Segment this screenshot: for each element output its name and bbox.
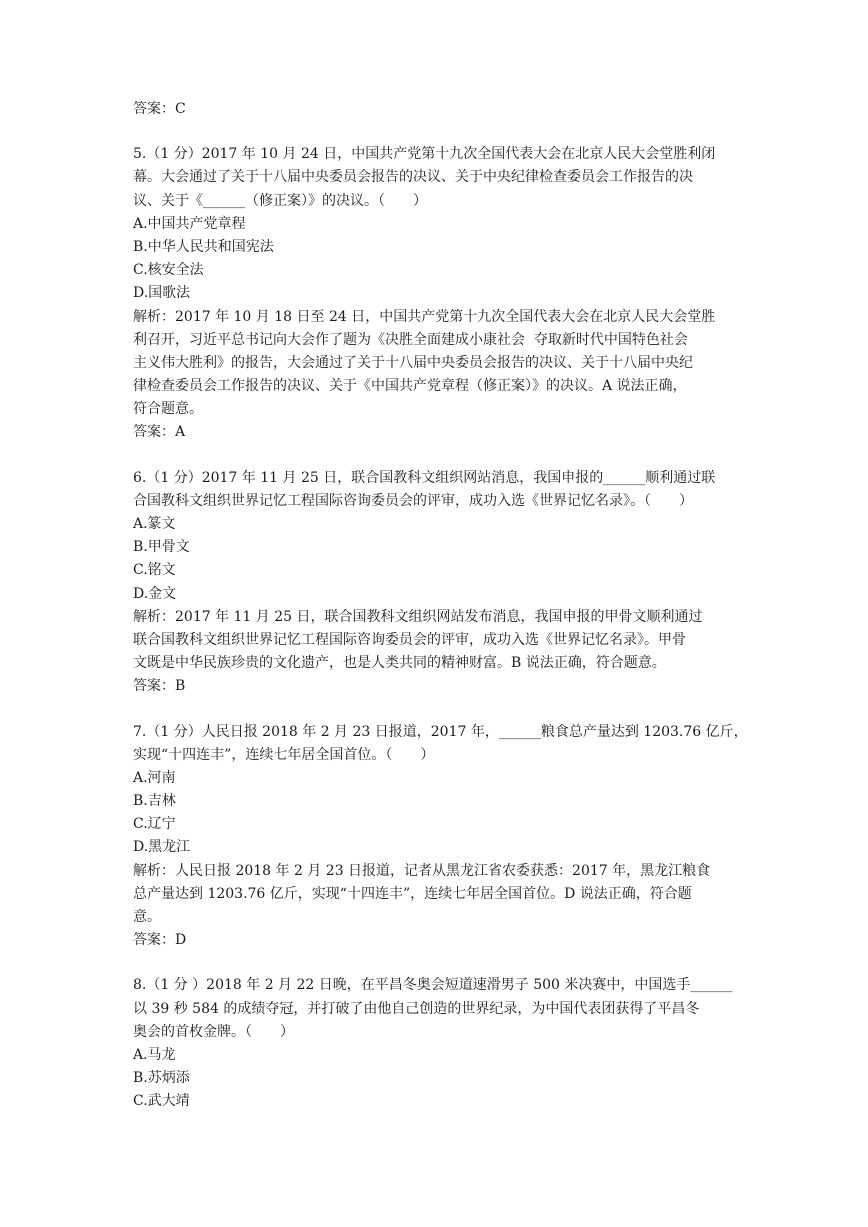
analysis-line: 主义伟大胜利》的报告，大会通过了关于十八届中央委员会报告的决议、关于十八届中央纪 [133,354,693,371]
document-page [133,98,833,1114]
option-a: A.篆文 [133,516,176,532]
question-stem-line: 7.（1 分）人民日报 2018 年 2 月 23 日报道，2017 年，______粮食总产量达到 1203.76 亿斤， [133,723,748,740]
question-8 [133,974,833,1113]
question-stem-line: 幕。大会通过了关于十八届中央委员会报告的决议、关于中央纪律检查委员会工作报告的决 [133,169,693,186]
analysis-line: 律检查委员会工作报告的决议、关于《中国共产党章程（修正案）》的决议。A 说法正确， [133,378,687,395]
question-5 [133,143,833,444]
question-stem-line: 8.（1 分 ）2018 年 2 月 22 日晚，在平昌冬奥会短道速滑男子 500 米决赛中，中国选手______ [133,977,733,994]
answer-line: 答案：B [133,678,186,695]
analysis-line: 解析：人民日报 2018 年 2 月 23 日报道，记者从黑龙江省农委获悉：2017 年，黑龙江粮食 [133,862,711,879]
question-stem-line: 合国教科文组织世界记忆工程国际咨询委员会的评审，成功入选《世界记忆名录》。（ ） [133,492,693,509]
analysis-line: 意。 [133,909,161,925]
analysis-line: 符合题意。 [133,401,203,418]
analysis-line: 解析：2017 年 11 月 25 日，联合国教科文组织网站发布消息，我国申报的甲骨文顺利通过 [133,608,703,625]
option-d: D.国歌法 [133,285,191,302]
analysis-line: 解析：2017 年 10 月 18 日至 24 日，中国共产党第十九次全国代表大会在北京人民大会堂胜 [133,308,716,325]
analysis-line: 利召开，习近平总书记向大会作了题为《决胜全面建成小康社会 夺取新时代中国特色社会 [133,331,688,348]
question-7 [133,721,833,953]
option-b: B.苏炳添 [133,1070,190,1087]
option-c: C.铭文 [133,562,176,579]
answer-line: 答案：C [133,101,186,117]
option-b: B.吉林 [133,793,176,810]
question-stem-line: 实现“十四连丰”，连续七年居全国首位。（ ） [133,746,435,763]
option-a: A.河南 [133,769,176,786]
option-a: A.马龙 [133,1046,176,1063]
option-d: D.黑龙江 [133,839,191,856]
option-c: C.武大靖 [133,1093,190,1110]
analysis-line: 联合国教科文组织世界记忆工程国际咨询委员会的评审，成功入选《世界记忆名录》。甲骨 [133,631,686,648]
option-c: C.核安全法 [133,262,204,279]
question-stem-line: 5.（1 分）2017 年 10 月 24 日，中国共产党第十九次全国代表大会在北京人民大会堂胜利闭 [133,146,716,163]
answer-line: 答案：D [133,932,187,949]
option-b: B.甲骨文 [133,539,190,556]
option-a: A.中国共产党章程 [133,215,246,232]
analysis-line: 总产量达到 1203.76 亿斤，实现“十四连丰”，连续七年居全国首位。D 说法正确，符合题 [133,885,692,902]
answer-line: 答案：A [133,424,186,441]
question-stem-line: 奥会的首枚金牌。（ ） [133,1023,294,1040]
question-stem-line: 以 39 秒 584 的成绩夺冠，并打破了由他自己创造的世界纪录，为中国代表团获得了平昌冬 [133,1000,700,1017]
option-b: B.中华人民共和国宪法 [133,238,274,255]
option-d: D.金文 [133,585,177,602]
analysis-line: 文既是中华民族珍贵的文化遗产，也是人类共同的精神财富。B 说法正确，符合题意。 [133,655,666,672]
option-c: C.辽宁 [133,816,176,833]
question-stem-line: 6.（1 分）2017 年 11 月 25 日，联合国教科文组织网站消息，我国申报的______顺利通过联 [133,469,716,486]
question-stem-line: 议、关于《______（修正案）》的决议。（ ） [133,192,427,209]
question-6 [133,467,833,699]
